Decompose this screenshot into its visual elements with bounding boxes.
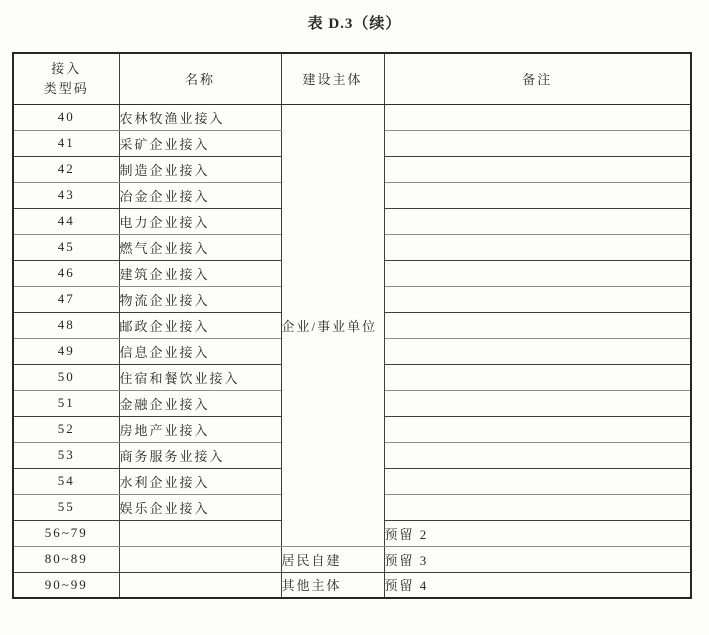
remark-cell [384,442,691,468]
access-type-code-cell: 53 [13,442,119,468]
name-cell: 农林牧渔业接入 [119,104,281,130]
name-cell: 物流企业接入 [119,286,281,312]
remark-cell [384,286,691,312]
remark-cell [384,130,691,156]
name-cell [119,520,281,546]
name-cell: 娱乐企业接入 [119,494,281,520]
name-cell: 住宿和餐饮业接入 [119,364,281,390]
name-cell [119,572,281,598]
access-type-code-cell: 56~79 [13,520,119,546]
col-header-name: 名称 [119,53,281,104]
entity-cell: 企业/事业单位 [281,104,384,546]
name-cell: 金融企业接入 [119,390,281,416]
access-type-table [12,52,692,599]
remark-cell [384,234,691,260]
name-cell: 信息企业接入 [119,338,281,364]
table-title: 表 D.3（续） [307,16,402,32]
name-cell: 商务服务业接入 [119,442,281,468]
remark-cell [384,468,691,494]
name-cell: 房地产业接入 [119,416,281,442]
access-type-code-cell: 49 [13,338,119,364]
remark-cell [384,390,691,416]
remark-cell [384,494,691,520]
remark-cell [384,364,691,390]
remark-cell [384,338,691,364]
remark-cell [384,156,691,182]
col-header-access-type-code [13,53,119,104]
name-cell: 建筑企业接入 [119,260,281,286]
name-cell: 燃气企业接入 [119,234,281,260]
name-cell: 邮政企业接入 [119,312,281,338]
name-cell: 采矿企业接入 [119,130,281,156]
access-type-code-cell: 42 [13,156,119,182]
access-type-code-cell: 46 [13,260,119,286]
remark-cell: 预留 3 [384,546,691,572]
access-type-code-cell: 47 [13,286,119,312]
header-row [13,53,691,104]
access-type-code-cell: 90~99 [13,572,119,598]
name-cell: 制造企业接入 [119,156,281,182]
remark-cell: 预留 2 [384,520,691,546]
access-type-code-cell: 48 [13,312,119,338]
name-cell: 电力企业接入 [119,208,281,234]
access-type-code-cell: 51 [13,390,119,416]
remark-cell [384,416,691,442]
col-header-access-type-code-line1: 接入 [51,60,82,76]
table-header [13,53,691,104]
name-cell: 水利企业接入 [119,468,281,494]
col-header-access-type-code-line2: 类型码 [43,80,89,96]
table-row [13,104,691,130]
table-row [13,572,691,598]
access-type-code-cell: 52 [13,416,119,442]
access-type-code-cell: 50 [13,364,119,390]
entity-cell: 其他主体 [281,572,384,598]
name-cell: 冶金企业接入 [119,182,281,208]
entity-cell: 居民自建 [281,546,384,572]
access-type-code-cell: 43 [13,182,119,208]
access-type-code-cell: 45 [13,234,119,260]
access-type-code-cell: 55 [13,494,119,520]
col-header-remark: 备注 [384,53,691,104]
table-row [13,546,691,572]
table-body [13,104,691,598]
access-type-code-cell: 80~89 [13,546,119,572]
name-cell [119,546,281,572]
remark-cell [384,260,691,286]
access-type-code-cell: 44 [13,208,119,234]
remark-cell [384,182,691,208]
access-type-code-cell: 41 [13,130,119,156]
remark-cell [384,208,691,234]
access-type-code-cell: 54 [13,468,119,494]
col-header-entity: 建设主体 [281,53,384,104]
remark-cell [384,104,691,130]
remark-cell: 预留 4 [384,572,691,598]
access-type-code-cell: 40 [13,104,119,130]
remark-cell [384,312,691,338]
